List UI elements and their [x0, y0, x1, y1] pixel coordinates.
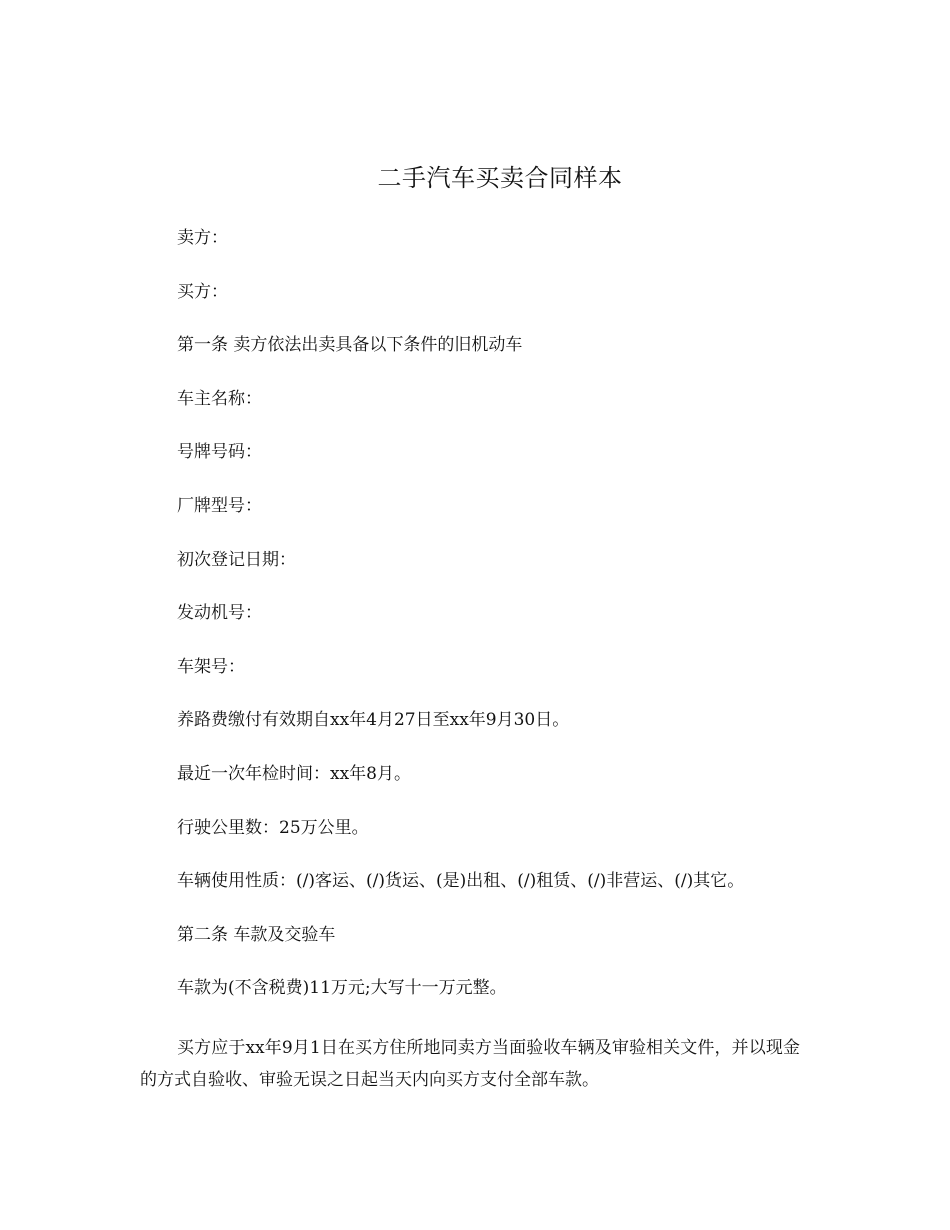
price-line: 车款为(不含税费)11万元;大写十一万元整。: [177, 978, 507, 999]
document-title: 二手汽车买卖合同样本: [377, 164, 623, 192]
document-body: [140, 222, 800, 1096]
plate-number-line: 号牌号码：: [177, 442, 262, 463]
seller-line: 卖方：: [177, 228, 228, 248]
first-registration-date-line: 初次登记日期：: [177, 549, 296, 570]
road-fee-validity-line: 养路费缴付有效期自xx年4月27日至xx年9月30日。: [177, 710, 570, 731]
chassis-number-line: 车架号：: [177, 656, 245, 677]
payment-terms-paragraph: 买方应于xx年9月1日在买方住所地同卖方当面验收车辆及审验相关文件，并以现金的方式自验收、审验无误之日起当天内向买方支付全部车款。: [140, 1037, 800, 1090]
owner-name-line: 车主名称：: [177, 388, 262, 409]
vehicle-usage-line: 车辆使用性质：(/)客运、(/)货运、(是)出租、(/)租赁、(/)非营运、(/)其它。: [177, 871, 745, 892]
buyer-line: 买方：: [177, 281, 228, 302]
mileage-line: 行驶公里数：25万公里。: [177, 817, 369, 838]
annual-inspection-line: 最近一次年检时间：xx年8月。: [177, 763, 411, 784]
engine-number-line: 发动机号：: [177, 603, 262, 624]
article-one-heading: 第一条 卖方依法出卖具备以下条件的旧机动车: [177, 335, 523, 356]
brand-model-line: 厂牌型号：: [177, 495, 262, 516]
article-two-heading: 第二条 车款及交验车: [177, 924, 336, 945]
